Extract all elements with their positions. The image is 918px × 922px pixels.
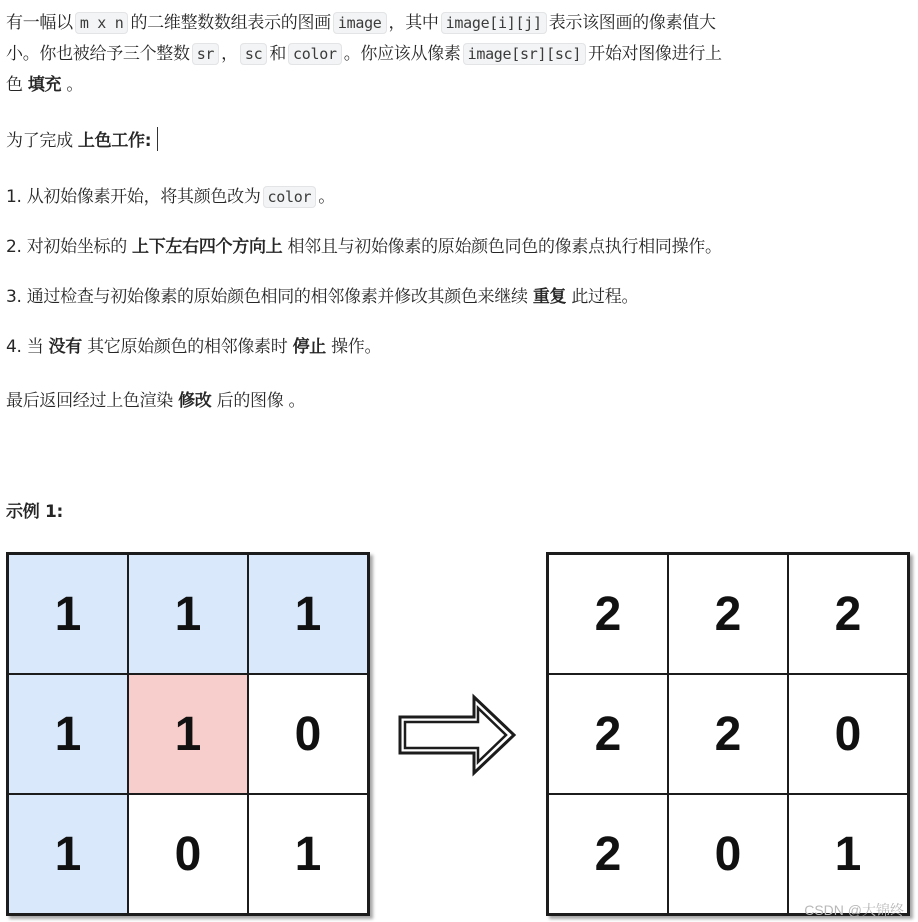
- step-1: [6, 182, 910, 213]
- after-cell: 2: [788, 554, 908, 674]
- example-title: [6, 497, 910, 528]
- before-cell: 1: [248, 554, 368, 674]
- before-cell: 1: [8, 794, 128, 914]
- example-title-text: 示例 1:: [6, 502, 64, 522]
- step-text: 其它原始颜色的相邻像素时: [87, 337, 288, 357]
- before-cell: 0: [128, 794, 248, 914]
- after-cell: 2: [668, 674, 788, 794]
- step-4: [6, 332, 910, 363]
- after-cell: 2: [548, 674, 668, 794]
- step-3: [6, 282, 910, 313]
- code-sr: sr: [192, 43, 219, 65]
- before-cell: 1: [248, 794, 368, 914]
- intro-end: 。: [66, 75, 84, 95]
- final-note: [6, 386, 910, 417]
- before-grid: [6, 552, 370, 916]
- task-lead-bold: 上色工作: [77, 131, 145, 151]
- code-sc: sc: [240, 43, 267, 65]
- after-cell: 2: [668, 554, 788, 674]
- after-grid: [546, 552, 910, 916]
- step-number: 4.: [6, 337, 22, 357]
- step-text: 此过程。: [571, 287, 639, 307]
- step-text: 从初始像素开始，将其颜色改为: [26, 187, 261, 207]
- step-bold: 上下左右四个方向上: [132, 237, 283, 257]
- step-number: 1.: [6, 187, 22, 207]
- fill-bold: 填充: [27, 75, 62, 95]
- after-cell: 2: [548, 794, 668, 914]
- step-text: 通过检查与初始像素的原始颜色相同的相邻像素并修改其颜色来继续: [26, 287, 528, 307]
- intro-text: 小。你也被给予三个整数: [6, 44, 190, 64]
- code-image: image: [333, 12, 387, 34]
- task-colon: :: [144, 131, 152, 151]
- code-image-srsc: image[sr][sc]: [463, 43, 587, 65]
- before-cell: 1: [128, 554, 248, 674]
- intro-text: 有一幅以: [6, 13, 73, 33]
- before-cell: 1: [8, 674, 128, 794]
- intro-text: 开始对图像进行上: [588, 44, 722, 64]
- arrow-right-icon: [396, 693, 522, 777]
- intro-text: 表示该图画的像素值大: [548, 13, 716, 33]
- final-text: 最后返回经过上色渲染: [6, 391, 173, 411]
- code-image-ij: image[i][j]: [441, 12, 547, 34]
- step-text: 对初始坐标的: [26, 237, 127, 257]
- after-cell: 0: [788, 674, 908, 794]
- step-end: 。: [318, 187, 335, 207]
- task-lead: 为了完成: [6, 131, 73, 151]
- before-cell: 0: [248, 674, 368, 794]
- watermark: CSDN @大锦终: [804, 902, 904, 918]
- step-number: 2.: [6, 237, 22, 257]
- intro-text: 色: [6, 75, 23, 95]
- intro-text: 的二维整数数组表示的图画: [130, 13, 331, 33]
- step-2: [6, 232, 910, 263]
- intro-text: 。你应该从像素: [343, 44, 461, 64]
- step-bold: 停止: [292, 337, 326, 357]
- step-bold: 没有: [48, 337, 82, 357]
- problem-description: [6, 8, 910, 101]
- and-text: 和: [269, 44, 287, 64]
- after-cell: 1: [788, 794, 908, 914]
- text-cursor: [157, 127, 158, 151]
- intro-text: ，其中: [388, 13, 439, 33]
- step-text: 操作。: [331, 337, 382, 357]
- step-text: 相邻且与初始像素的原始颜色同色的像素点执行相同操作。: [287, 237, 722, 257]
- comma: ，: [221, 44, 238, 64]
- after-cell: 0: [668, 794, 788, 914]
- step-text: 当: [26, 337, 44, 357]
- final-text: 后的图像 。: [216, 391, 306, 411]
- code-dims: m x n: [75, 12, 129, 34]
- step-bold: 重复: [532, 287, 567, 307]
- step-number: 3.: [6, 287, 22, 307]
- final-bold: 修改: [178, 391, 212, 411]
- after-cell: 2: [548, 554, 668, 674]
- before-cell: 1: [128, 674, 248, 794]
- code-color: color: [288, 43, 342, 65]
- code-color: color: [263, 186, 317, 208]
- task-heading: [6, 126, 910, 157]
- before-cell: 1: [8, 554, 128, 674]
